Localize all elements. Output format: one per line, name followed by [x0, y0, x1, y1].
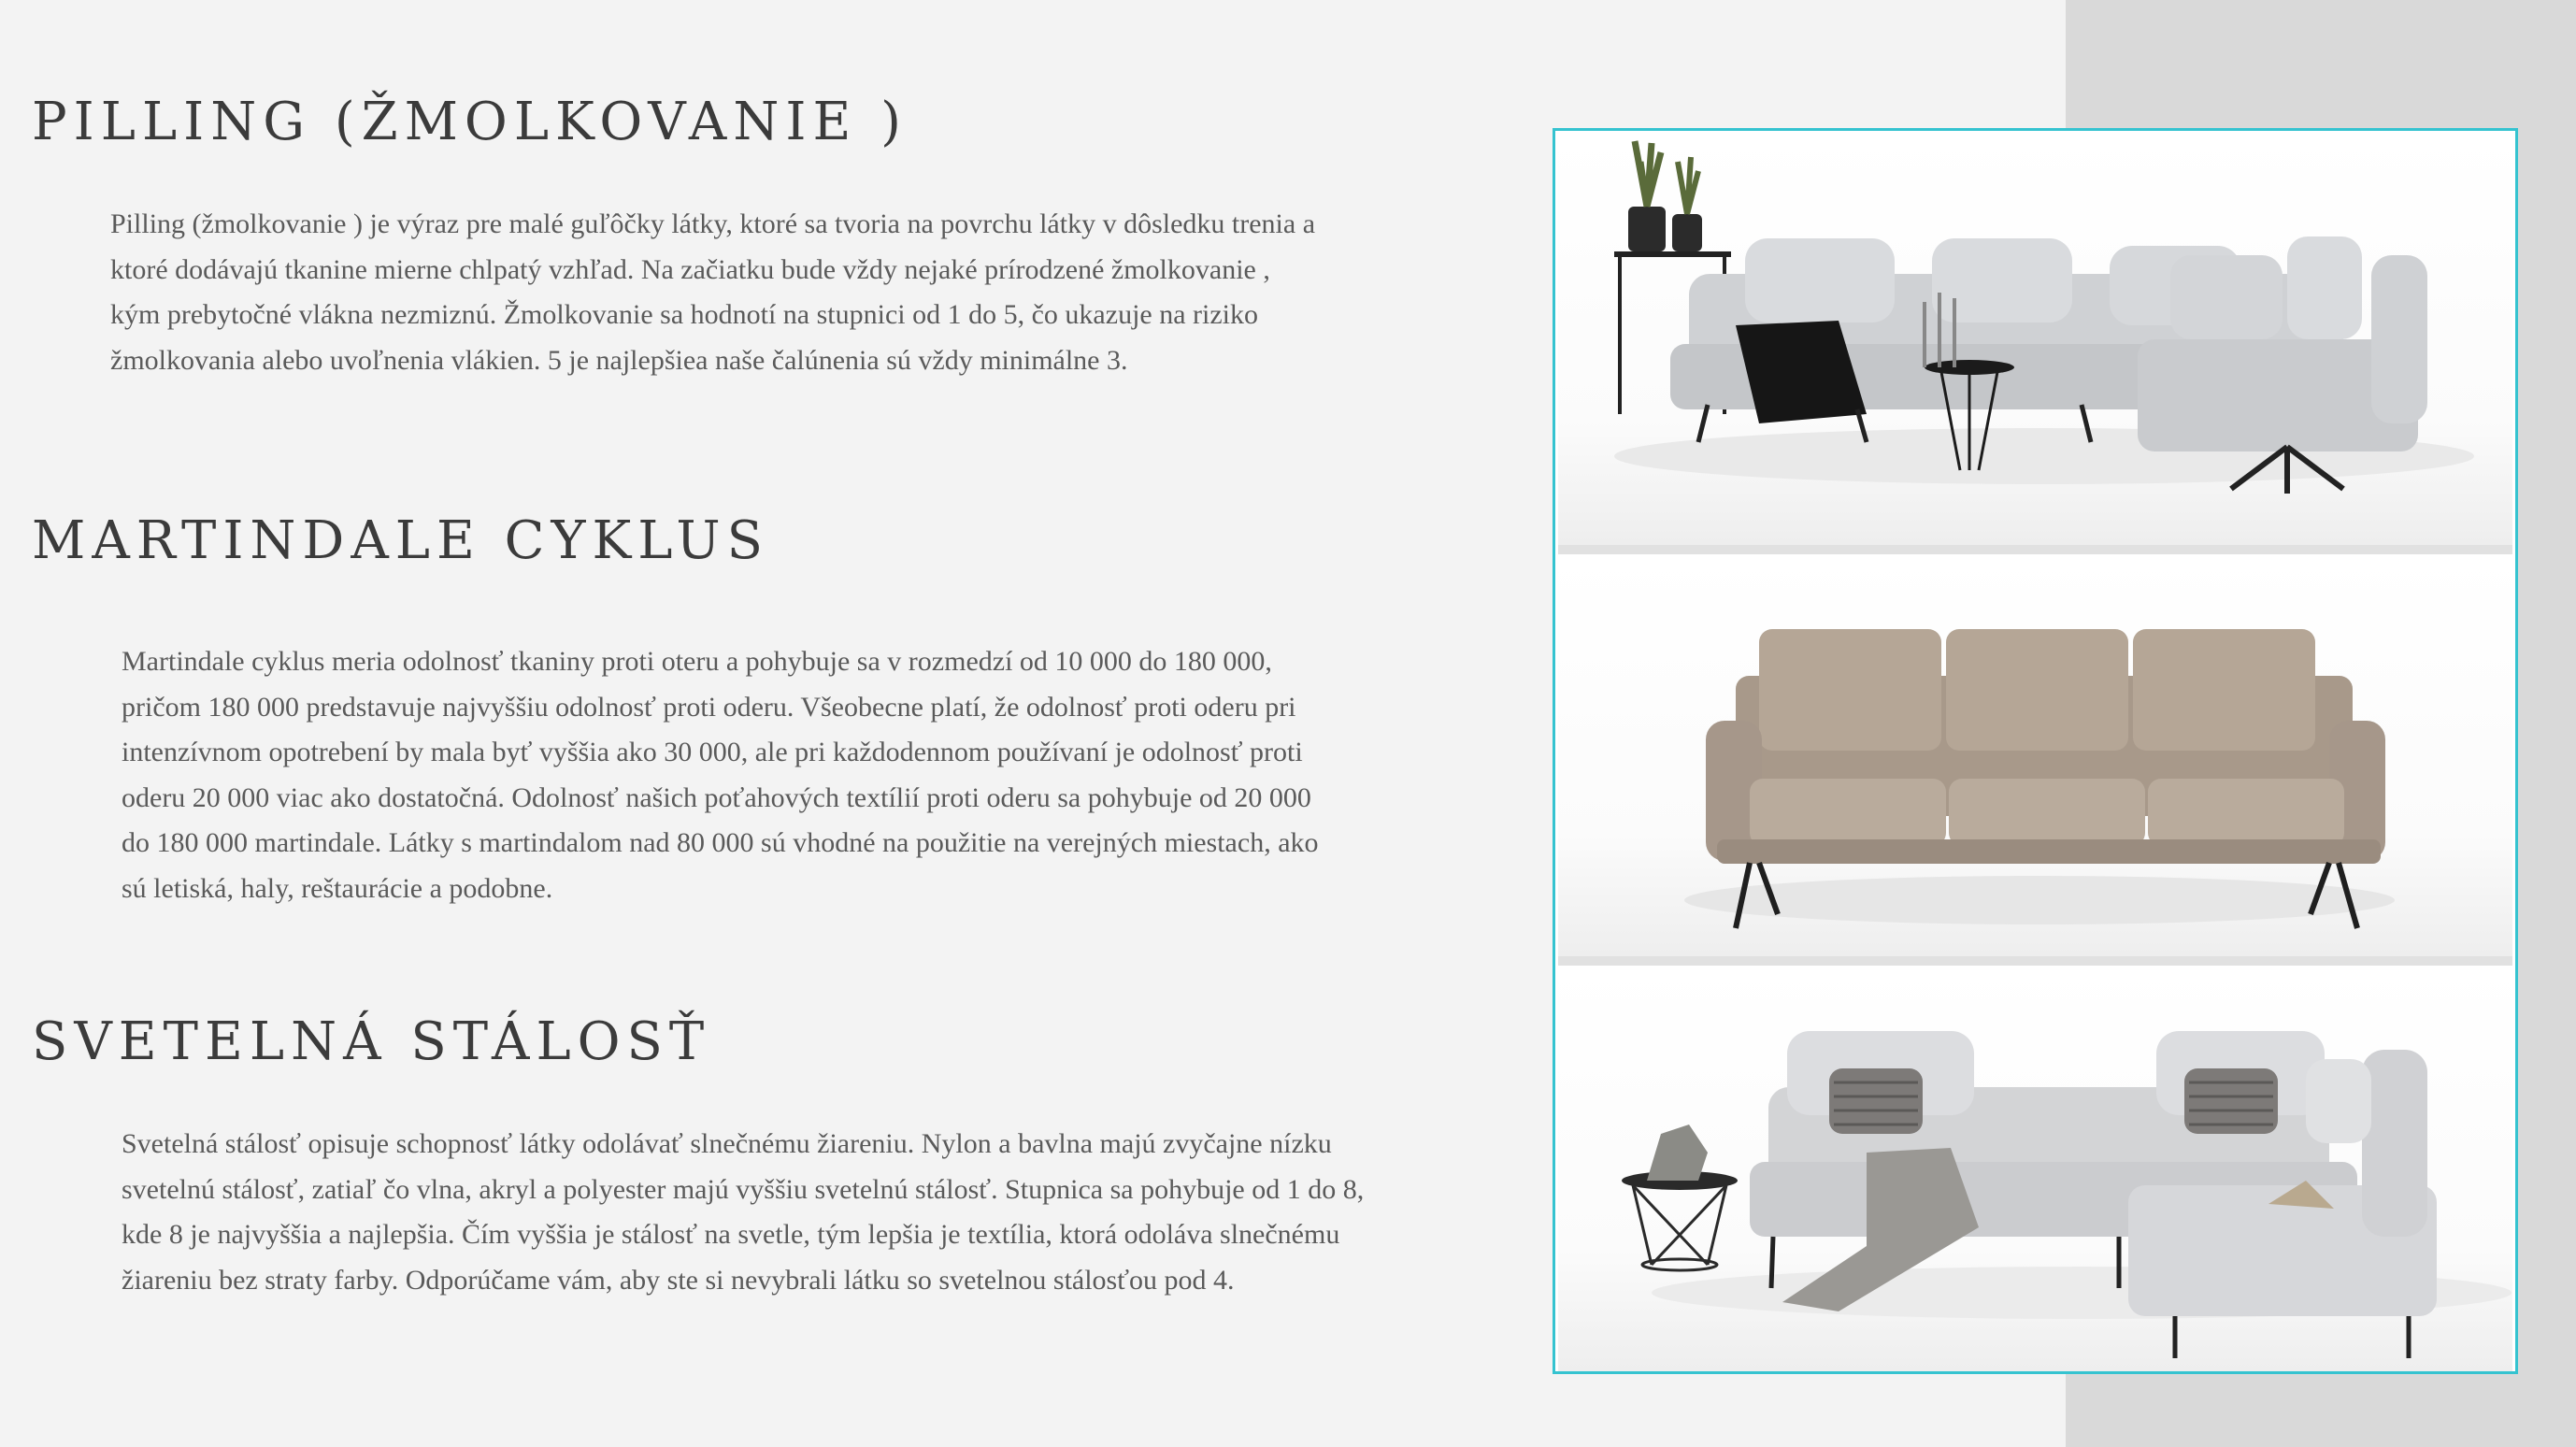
paragraph-line: Pilling (žmolkovanie ) je výraz pre malé guľôčky látky, ktoré sa tvoria na povrchu látky v dôsledku trenia a — [110, 208, 1316, 239]
paragraph-line: svetelnú stálosť, zatiaľ čo vlna, akryl a polyester majú vyššiu svetelnú stálosť. Stupnica sa pohybuje od 1 do 8, — [122, 1173, 1365, 1205]
light-fastness-paragraph — [122, 1122, 1364, 1303]
paragraph-line: do 180 000 martindale. Látky s martindalom nad 80 000 sú vhodné na použitie na verejných miestach, ako — [122, 827, 1319, 858]
paragraph-line: kde 8 je najvyššia a najlepšia. Čím vyššia je stálosť na svetle, tým lepšia je textília, ktorá odoláva slnečnému — [122, 1219, 1340, 1250]
pilling-heading: PILLING (ŽMOLKOVANIE ) — [32, 92, 909, 152]
image-divider — [1558, 956, 2512, 966]
corner-sofa-light-gray-image — [1558, 966, 2512, 1371]
paragraph-line: pričom 180 000 predstavuje najvyššiu odolnosť proti oderu. Všeobecne platí, že odolnosť proti oderu pri — [122, 691, 1296, 723]
corner-sofa-gray-image — [1558, 134, 2512, 545]
paragraph-line: žmolkovania alebo uvoľnenia vlákien. 5 je najlepšiea naše čalúnenia sú vždy minimálne 3. — [110, 344, 1128, 376]
paragraph-line: sú letiská, haly, reštaurácie a podobne. — [122, 872, 553, 904]
martindale-paragraph — [122, 639, 1319, 911]
martindale-heading: MARTINDALE CYKLUS — [32, 510, 769, 571]
paragraph-line: Svetelná stálosť opisuje schopnosť látky odolávať slnečnému žiareniu. Nylon a bavlna majú zvyčajne nízku — [122, 1128, 1332, 1159]
paragraph-line: oderu 20 000 viac ako dostatočná. Odolnosť našich poťahových textílií proti oderu sa pohybuje od 20 000 — [122, 781, 1311, 813]
sofa-image-frame — [1553, 128, 2518, 1374]
beige-three-seat-sofa-image — [1558, 554, 2512, 956]
paragraph-line: ktoré dodávajú tkanine mierne chlpatý vzhľad. Na začiatku bude vždy nejaké prírodzené žmolkovanie , — [110, 253, 1270, 285]
pilling-paragraph — [110, 202, 1315, 383]
paragraph-line: Martindale cyklus meria odolnosť tkaniny proti oteru a pohybuje sa v rozmedzí od 10 000 do 180 000, — [122, 646, 1272, 677]
light-fastness-heading: SVETELNÁ STÁLOSŤ — [32, 1011, 711, 1072]
image-divider — [1558, 545, 2512, 554]
paragraph-line: intenzívnom opotrebení by mala byť vyššia ako 30 000, ale pri každodennom používaní je odolnosť proti — [122, 737, 1303, 767]
paragraph-line: kým prebytočné vlákna nezmiznú. Žmolkovanie sa hodnotí na stupnici od 1 do 5, čo ukazuje na riziko — [110, 299, 1259, 330]
paragraph-line: žiareniu bez straty farby. Odporúčame vám, aby ste si nevybrali látku so svetelnou stálosťou pod 4. — [122, 1264, 1235, 1296]
